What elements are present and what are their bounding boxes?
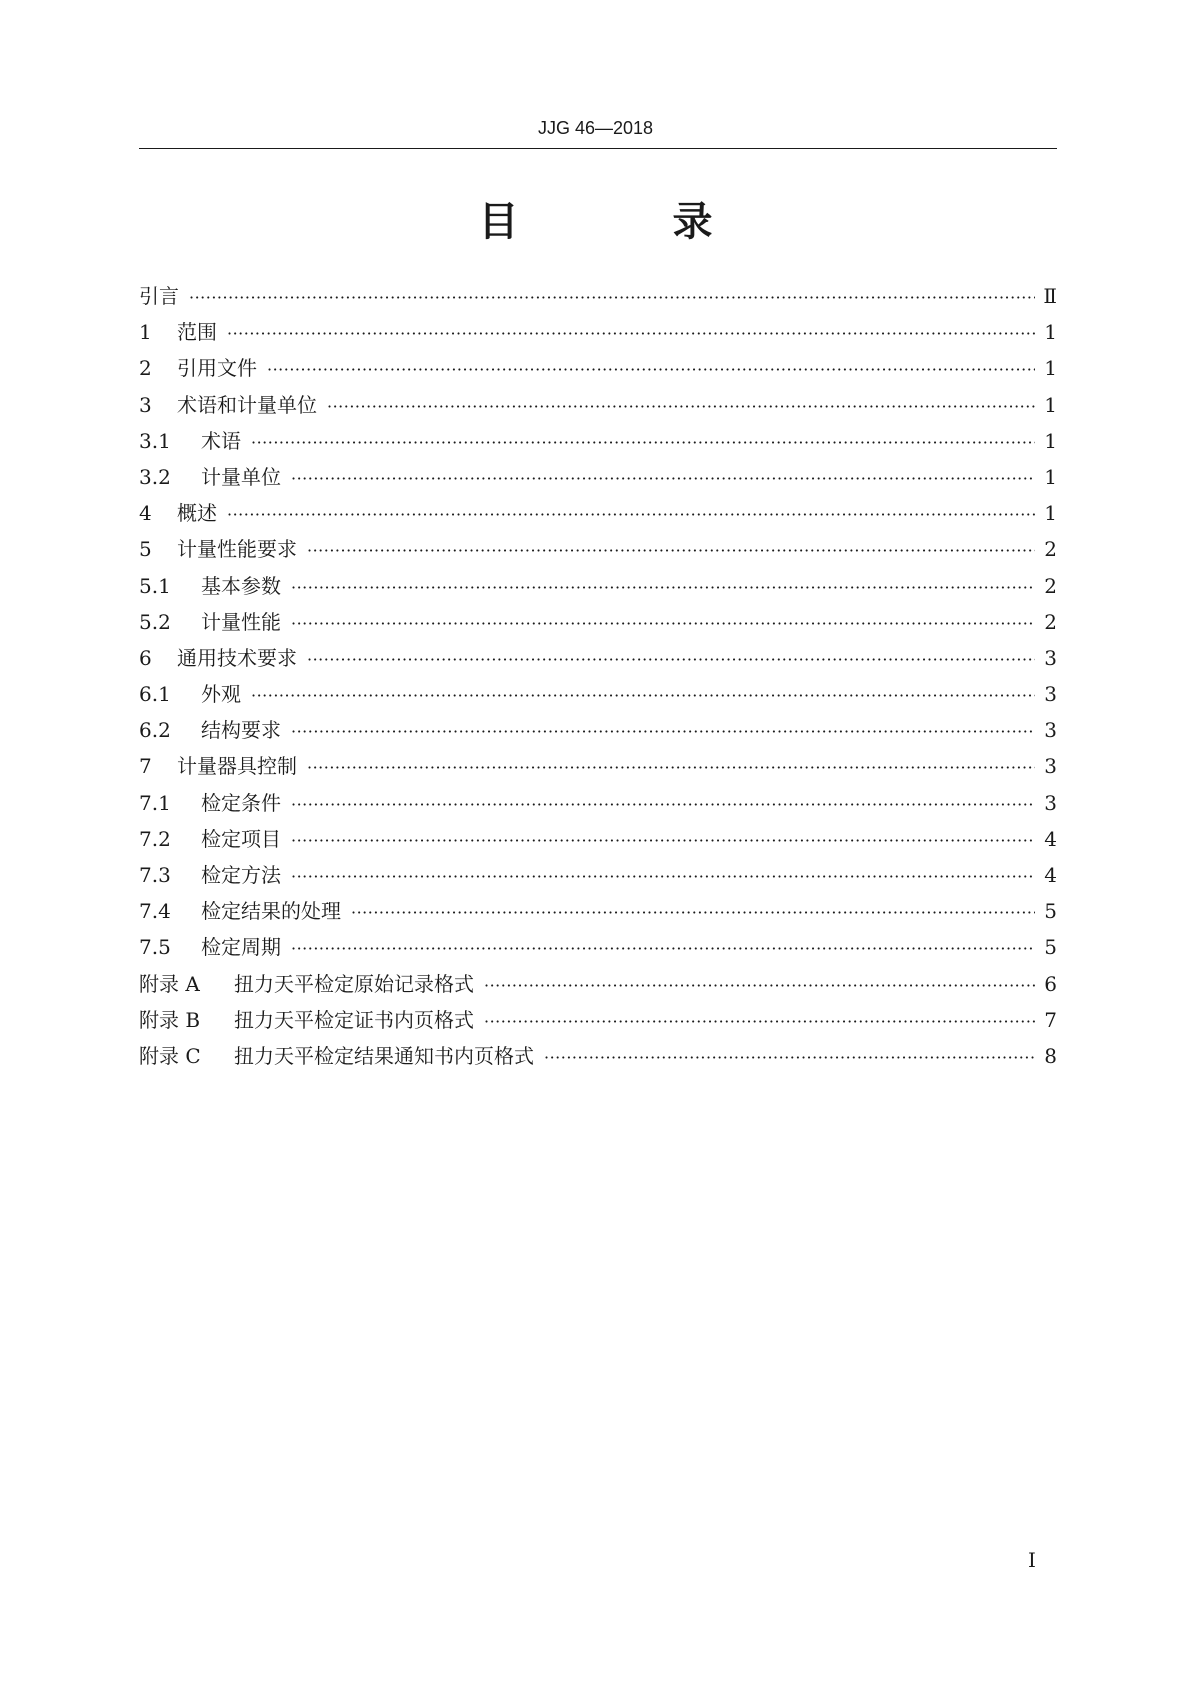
toc-entry-number: 3.2 bbox=[139, 464, 171, 489]
toc-entry[interactable] bbox=[139, 280, 1057, 316]
toc-entry-page: 1 bbox=[1044, 392, 1057, 417]
toc-dot-leader bbox=[307, 541, 1035, 560]
toc-dot-leader bbox=[484, 1012, 1035, 1031]
table-of-contents bbox=[139, 280, 1057, 1076]
toc-entry-page: 4 bbox=[1044, 826, 1057, 851]
toc-entry-page: 3 bbox=[1044, 718, 1057, 743]
toc-dot-leader bbox=[291, 867, 1035, 886]
toc-dot-leader bbox=[291, 795, 1035, 814]
page-title: 目 录 bbox=[478, 199, 783, 245]
toc-entry[interactable] bbox=[139, 787, 1057, 823]
toc-entry-page: 1 bbox=[1044, 501, 1057, 526]
toc-entry[interactable] bbox=[139, 497, 1057, 533]
toc-dot-leader bbox=[291, 614, 1035, 633]
toc-entry-page: 3 bbox=[1044, 790, 1057, 815]
toc-entry[interactable] bbox=[139, 895, 1057, 931]
toc-entry-title: 计量性能 bbox=[201, 609, 281, 634]
toc-entry-page: 2 bbox=[1044, 609, 1057, 634]
toc-entry[interactable] bbox=[139, 678, 1057, 714]
toc-entry-title: 结构要求 bbox=[201, 718, 281, 743]
toc-entry-page: 5 bbox=[1044, 899, 1057, 924]
toc-entry-number: 7.2 bbox=[139, 826, 171, 851]
toc-dot-leader bbox=[291, 831, 1035, 850]
toc-entry-page: 7 bbox=[1044, 1007, 1057, 1032]
toc-entry-page: 4 bbox=[1044, 863, 1057, 887]
toc-dot-leader bbox=[351, 903, 1035, 922]
toc-entry-title: 扭力天平检定结果通知书内页格式 bbox=[234, 1043, 534, 1068]
toc-entry-title: 检定条件 bbox=[201, 790, 281, 815]
toc-dot-leader bbox=[291, 578, 1035, 597]
toc-entry-page: 6 bbox=[1044, 971, 1057, 996]
toc-entry-number: 4 bbox=[139, 501, 152, 526]
header-rule bbox=[139, 148, 1057, 149]
toc-entry-number: 5 bbox=[139, 537, 152, 562]
toc-entry-title: 检定结果的处理 bbox=[201, 899, 341, 924]
toc-entry-page: 3 bbox=[1044, 682, 1057, 707]
toc-entry-number: 3.1 bbox=[139, 428, 171, 453]
toc-entry[interactable] bbox=[139, 931, 1057, 967]
toc-entry[interactable] bbox=[139, 425, 1057, 461]
running-header: JJG 46—2018 bbox=[537, 118, 654, 138]
toc-entry[interactable] bbox=[139, 714, 1057, 750]
toc-entry[interactable] bbox=[139, 606, 1057, 642]
toc-dot-leader bbox=[291, 939, 1035, 958]
toc-entry[interactable] bbox=[139, 859, 1057, 895]
toc-dot-leader bbox=[484, 976, 1035, 995]
toc-entry-title: 计量器具控制 bbox=[177, 754, 297, 779]
toc-entry-page: Ⅱ bbox=[1043, 284, 1057, 308]
toc-entry-number: 6 bbox=[139, 645, 152, 670]
toc-entry[interactable] bbox=[139, 968, 1057, 1004]
toc-entry-number: 5.1 bbox=[139, 573, 171, 598]
toc-entry[interactable] bbox=[139, 316, 1057, 352]
toc-entry-title: 引用文件 bbox=[177, 356, 257, 381]
toc-dot-leader bbox=[307, 758, 1035, 777]
toc-entry-number: 1 bbox=[139, 320, 152, 345]
toc-entry[interactable] bbox=[139, 1040, 1057, 1076]
toc-entry-number: 附录 B bbox=[139, 1007, 201, 1032]
toc-dot-leader bbox=[227, 505, 1035, 524]
toc-entry-page: 2 bbox=[1044, 537, 1057, 562]
toc-entry-title: 范围 bbox=[177, 320, 217, 345]
toc-entry[interactable] bbox=[139, 750, 1057, 786]
toc-dot-leader bbox=[327, 397, 1035, 416]
toc-entry-title: 术语和计量单位 bbox=[177, 392, 317, 417]
toc-entry-number: 5.2 bbox=[139, 609, 171, 634]
toc-entry-page: 3 bbox=[1044, 754, 1057, 779]
toc-entry-title: 通用技术要求 bbox=[177, 645, 297, 670]
toc-entry-title: 概述 bbox=[177, 501, 217, 526]
toc-dot-leader bbox=[291, 469, 1035, 488]
toc-entry-number: 7 bbox=[139, 754, 152, 779]
toc-entry-number: 7.3 bbox=[139, 863, 171, 887]
toc-entry-title: 计量性能要求 bbox=[177, 537, 297, 562]
toc-entry-number: 3 bbox=[139, 392, 152, 417]
toc-entry-number: 附录 A bbox=[139, 971, 200, 996]
toc-entry-number: 附录 C bbox=[139, 1043, 201, 1068]
toc-entry-title: 扭力天平检定原始记录格式 bbox=[234, 971, 474, 996]
toc-entry-title: 基本参数 bbox=[201, 573, 281, 598]
toc-entry[interactable] bbox=[139, 642, 1057, 678]
toc-entry-number: 6.2 bbox=[139, 718, 171, 743]
toc-entry[interactable] bbox=[139, 461, 1057, 497]
toc-entry[interactable] bbox=[139, 1004, 1057, 1040]
toc-entry-page: 1 bbox=[1044, 356, 1057, 381]
toc-entry-number: 7.5 bbox=[139, 935, 171, 960]
toc-entry-title: 外观 bbox=[201, 682, 241, 707]
toc-entry-page: 5 bbox=[1044, 935, 1057, 960]
toc-entry-number: 7.1 bbox=[139, 790, 171, 815]
toc-dot-leader bbox=[227, 324, 1035, 343]
toc-entry[interactable] bbox=[139, 823, 1057, 859]
toc-entry[interactable] bbox=[139, 389, 1057, 425]
toc-entry-title: 检定项目 bbox=[201, 826, 281, 851]
toc-entry-title: 检定方法 bbox=[201, 863, 281, 887]
page-number: Ⅰ bbox=[1028, 1548, 1036, 1572]
toc-entry-title: 扭力天平检定证书内页格式 bbox=[234, 1007, 474, 1032]
toc-entry-page: 1 bbox=[1044, 464, 1057, 489]
toc-entry-page: 1 bbox=[1044, 320, 1057, 345]
toc-dot-leader bbox=[189, 288, 1035, 307]
toc-entry-page: 2 bbox=[1044, 573, 1057, 598]
toc-dot-leader bbox=[251, 686, 1035, 705]
toc-entry-title: 术语 bbox=[201, 428, 241, 453]
toc-entry[interactable] bbox=[139, 533, 1057, 569]
toc-entry-number: 2 bbox=[139, 356, 152, 381]
toc-entry-title: 检定周期 bbox=[201, 935, 281, 960]
toc-entry-page: 3 bbox=[1044, 645, 1057, 670]
toc-entry-number: 6.1 bbox=[139, 682, 171, 707]
toc-entry-page: 8 bbox=[1044, 1043, 1057, 1068]
toc-dot-leader bbox=[251, 433, 1035, 452]
toc-entry-title: 计量单位 bbox=[201, 464, 281, 489]
toc-entry-title: 引言 bbox=[139, 284, 179, 308]
toc-dot-leader bbox=[544, 1048, 1035, 1067]
toc-dot-leader bbox=[291, 722, 1035, 741]
toc-entry-page: 1 bbox=[1044, 428, 1057, 453]
toc-entry[interactable] bbox=[139, 570, 1057, 606]
toc-dot-leader bbox=[307, 650, 1035, 669]
toc-entry-number: 7.4 bbox=[139, 899, 171, 924]
toc-dot-leader bbox=[267, 360, 1035, 379]
toc-entry[interactable] bbox=[139, 352, 1057, 388]
